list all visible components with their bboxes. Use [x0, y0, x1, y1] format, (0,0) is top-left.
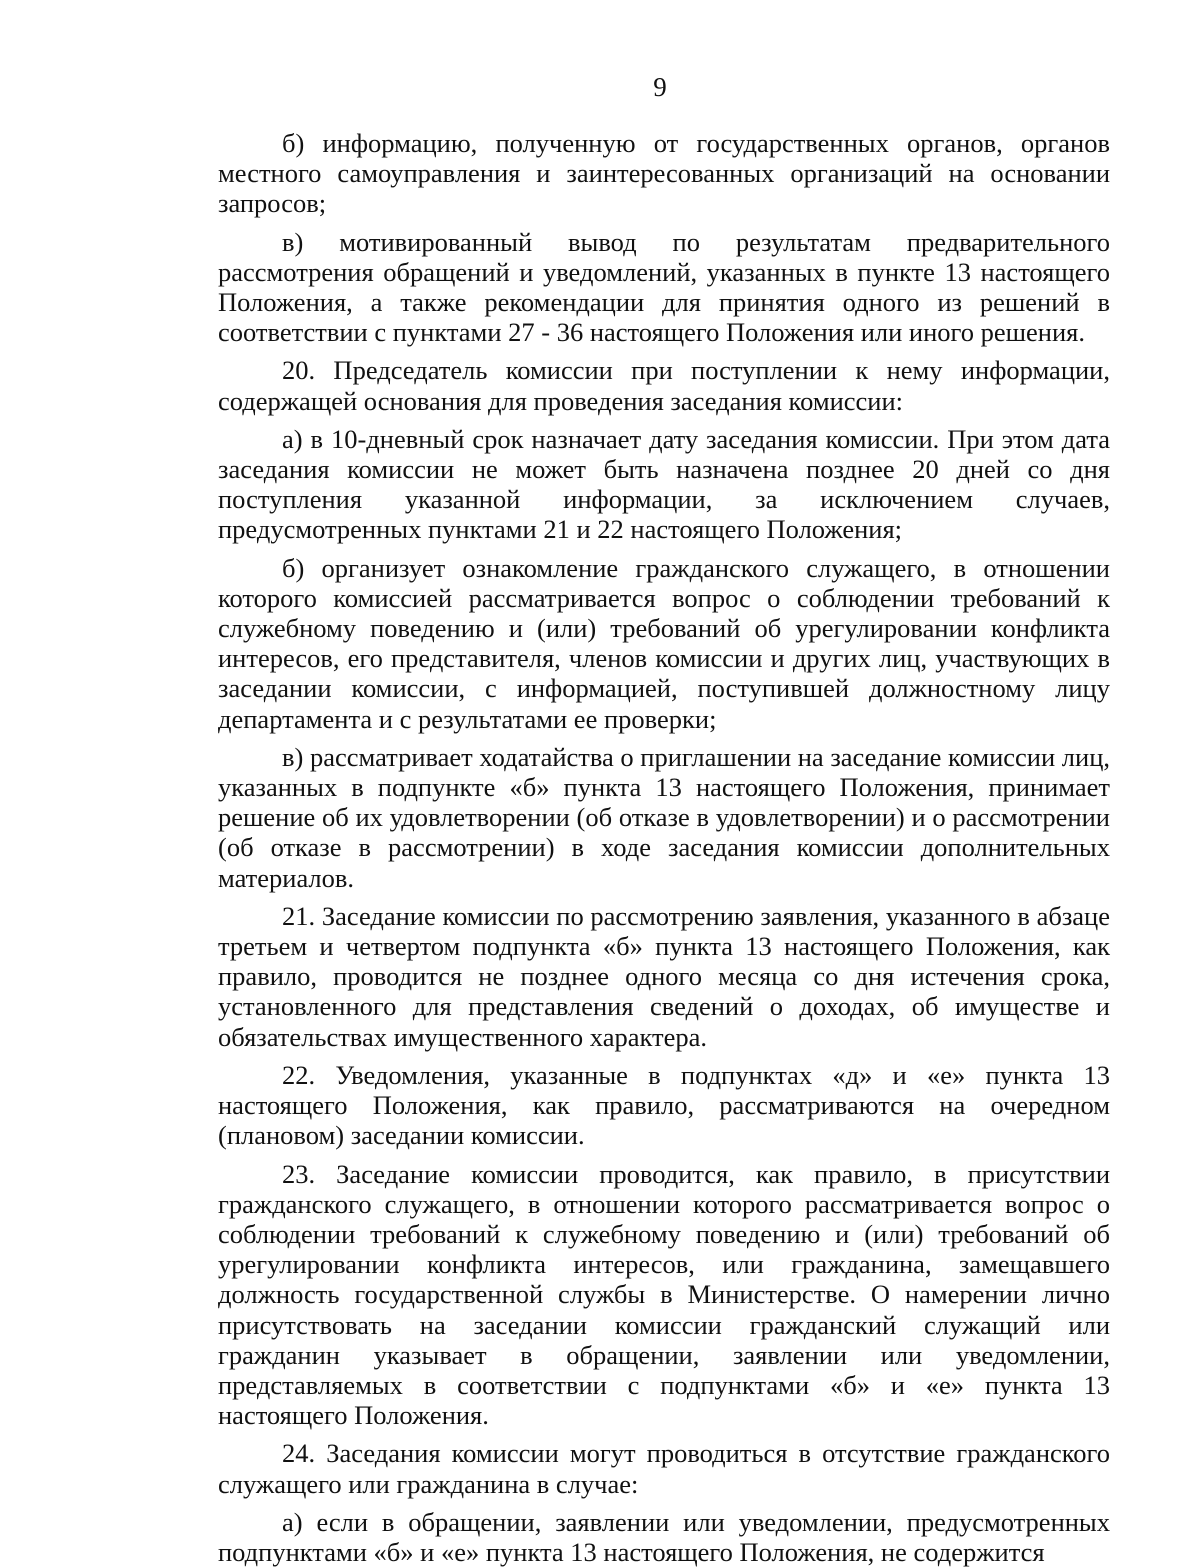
paragraph-21: 21. Заседание комиссии по рассмотрению заявления, указанного в абзаце третьем и четвертом подпункта «б» пункта 13 настоящего Положения, как правило, проводится не позднее одного месяца со дня истечения срока, установленного для представления сведений о доходах, об имуществе и обязательствах имущественного характера. — [218, 900, 1110, 1052]
paragraph-19v: в) мотивированный вывод по результатам предварительного рассмотрения обращений и уведомлений, указанных в пункте 13 настоящего Положения, а также рекомендации для принятия одного из решений в соответствии с пунктами 27 - 36 настоящего Положения или иного решения. — [218, 226, 1110, 348]
paragraph-20a: а) в 10-дневный срок назначает дату заседания комиссии. При этом дата заседания комиссии не может быть назначена позднее 20 дней со дня поступления указанной информации, за исключением случаев, предусмотренных пунктами 21 и 22 настоящего Положения; — [218, 423, 1110, 545]
page-number: 9 — [653, 72, 667, 102]
paragraph-19b: б) информацию, полученную от государственных органов, органов местного самоуправления и заинтересованных организаций на основании запросов; — [218, 128, 1110, 219]
paragraph-20b: б) организует ознакомление гражданского служащего, в отношении которого комиссией рассматривается вопрос о соблюдении требований к служебному поведению и (или) требований об урегулировании конфликта интересов, его представителя, членов комиссии и других лиц, участвующих в заседании комиссии, с информацией, поступившей должностному лицу департамента и с результатами ее проверки; — [218, 552, 1110, 734]
paragraph-20v: в) рассматривает ходатайства о приглашении на заседание комиссии лиц, указанных в подпункте «б» пункта 13 настоящего Положения, принимает решение об их удовлетворении (об отказе в удовлетворении) и о рассмотрении (об отказе в рассмотрении) в ходе заседания комиссии дополнительных материалов. — [218, 741, 1110, 893]
paragraph-24a: а) если в обращении, заявлении или уведомлении, предусмотренных подпунктами «б» и «е» пункта 13 настоящего Положения, не содержится — [218, 1506, 1110, 1567]
paragraph-20: 20. Председатель комиссии при поступлении к нему информации, содержащей основания для проведения заседания комиссии: — [218, 355, 1110, 416]
document-body — [218, 128, 1110, 1567]
paragraph-23: 23. Заседание комиссии проводится, как правило, в присутствии гражданского служащего, в отношении которого рассматривается вопрос о соблюдении требований к служебному поведению и (или) требований об урегулировании конфликта интересов, или гражданина, замещавшего должность государственной службы в Министерстве. О намерении лично присутствовать на заседании комиссии гражданский служащий или гражданин указывает в обращении, заявлении или уведомлении, представляемых в соответствии с подпунктами «б» и «е» пункта 13 настоящего Положения. — [218, 1158, 1110, 1431]
paragraph-24: 24. Заседания комиссии могут проводиться в отсутствие гражданского служащего или гражданина в случае: — [218, 1438, 1110, 1499]
paragraph-22: 22. Уведомления, указанные в подпунктах «д» и «е» пункта 13 настоящего Положения, как правило, рассматриваются на очередном (плановом) заседании комиссии. — [218, 1059, 1110, 1151]
